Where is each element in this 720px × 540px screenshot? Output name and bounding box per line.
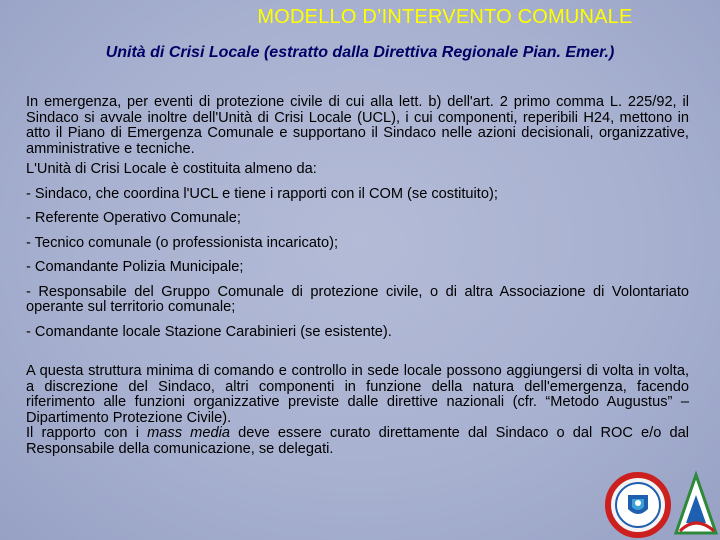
logos-area	[600, 445, 720, 540]
list-item: - Sindaco, che coordina l'UCL e tiene i rapporti con il COM (se costituito);	[26, 185, 498, 202]
civil-protection-logo-icon	[676, 475, 716, 533]
mass-media-paragraph	[26, 426, 689, 457]
mass-media-text-before: Il rapporto con i	[26, 425, 148, 441]
augustus-paragraph: A questa struttura minima di comando e controllo in sede locale possono aggiungersi di volta in volta, a discrezione del Sindaco, altri componenti in funzione della natura dell'emergenza, facendo riferimento alle funzioni organizzative previste dalle direttive nazionali (cfr. “Metodo Augustus” – Dipartimento Protezione Civile).	[26, 363, 689, 426]
list-item: - Responsabile del Gruppo Comunale di protezione civile, o di altra Associazione di Volontariato operante sul territorio comunale;	[26, 283, 689, 315]
list-item: - Referente Operativo Comunale;	[26, 210, 241, 226]
slide-subtitle: Unità di Crisi Locale (estratto dalla Direttiva Regionale Pian. Emer.)	[105, 44, 615, 61]
list-item: - Comandante locale Stazione Carabinieri (se esistente).	[26, 323, 392, 340]
mass-media-emphasis: mass media	[147, 425, 230, 441]
mass-media-text-after: deve essere curato direttamente dal Sindaco o dal ROC e/o dal Responsabile della comunicazione, se delegati.	[26, 425, 689, 457]
intro-paragraph: In emergenza, per eventi di protezione civile di cui alla lett. b) dell'art. 2 primo comma L. 225/92, il Sindaco si avvale inoltre dell'Unità di Crisi Locale (UCL), i cui componenti, reperibili H24, mettono in atto il Piano di Emergenza Comunale e supportano il Sindaco nelle azioni decisionali, organizzative, amministrative e tecniche.	[26, 94, 689, 157]
list-intro: L'Unità di Crisi Locale è costituita almeno da:	[26, 161, 317, 177]
slide-body	[26, 95, 689, 457]
slide-title-text: MODELLO D’INTERVENTO COMUNALE	[257, 6, 633, 28]
municipal-seal-icon	[608, 475, 668, 535]
list-item: - Tecnico comunale (o professionista incaricato);	[26, 234, 339, 251]
list-item: - Comandante Polizia Municipale;	[26, 259, 244, 275]
slide-title	[0, 6, 720, 29]
